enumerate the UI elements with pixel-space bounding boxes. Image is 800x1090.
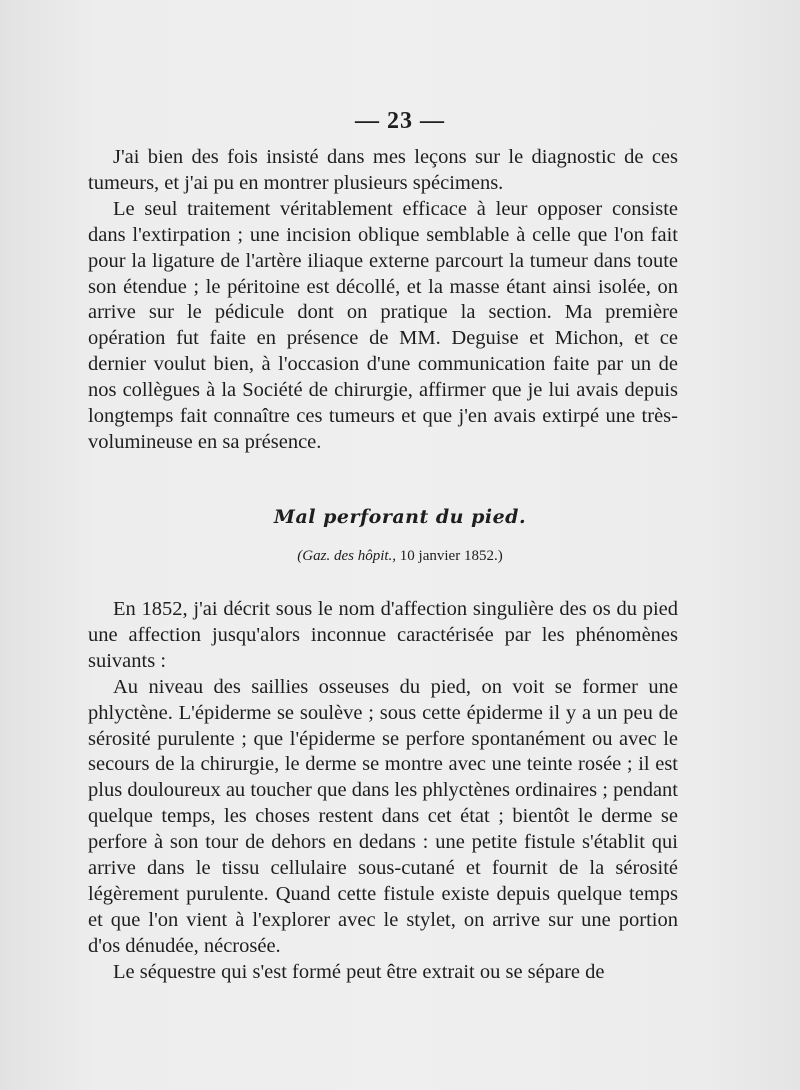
paragraph: En 1852, j'ai décrit sous le nom d'affection singulière des os du pied une affection jusqu'alors inconnue caractérisée par les phénomènes suivants : [88,598,678,672]
text-block-top [88,145,678,456]
paragraph: J'ai bien des fois insisté dans mes leçons sur le diagnostic de ces tumeurs, et j'ai pu en montrer plusieurs spécimens. [88,146,678,194]
section-heading: Mal perforant du pied. [273,506,527,528]
text-block-bottom [88,597,678,986]
paragraph: Le seul traitement véritablement efficace à leur opposer consiste dans l'extirpation ; une incision oblique semblable à celle que l'on fait pour la ligature de l'artère iliaque externe parcourt la tumeur dans toute son étendue ; le péritoine est décollé, et la masse étant ainsi isolée, on arrive sur le pédicule dont on pratique la section. Ma première opération fut faite en présence de MM. Deguise et Michon, et ce dernier voulut bien, à l'occasion d'une communication faite par un de nos collègues à la Société de chirurgie, affirmer que je lui avais depuis longtemps fait connaître ces tumeurs et que j'en avais extirpé une très-volumineuse en sa présence. [88,197,678,453]
citation-source: (Gaz. des hôpit., [297,548,397,564]
page-number: — 23 — [355,108,445,134]
paragraph: Le séquestre qui s'est formé peut être extrait ou se sépare de [113,960,605,983]
paragraph: Au niveau des saillies osseuses du pied, on voit se former une phlyctène. L'épiderme se soulève ; sous cette épiderme il y a un peu de sérosité purulente ; que l'épiderme se perfore spontanément ou avec le secours de la chirurgie, le derme se montre avec une teinte rosée ; il est plus douloureux au toucher que dans les phlyctènes ordinaires ; pendant quelque temps, les choses restent dans cet état ; bientôt le derme se perfore à son tour de dehors en dedans : une petite fistule s'établit qui arrive dans le tissu cellulaire sous-cutané et fournit de la sérosité légèrement purulente. Quand cette fistule existe depuis quelque temps et que l'on vient à l'explorer avec le stylet, on arrive sur une portion d'os dénudée, nécrosée. [88,675,678,957]
citation-date: 10 janvier 1852.) [399,548,503,564]
citation [0,548,800,565]
